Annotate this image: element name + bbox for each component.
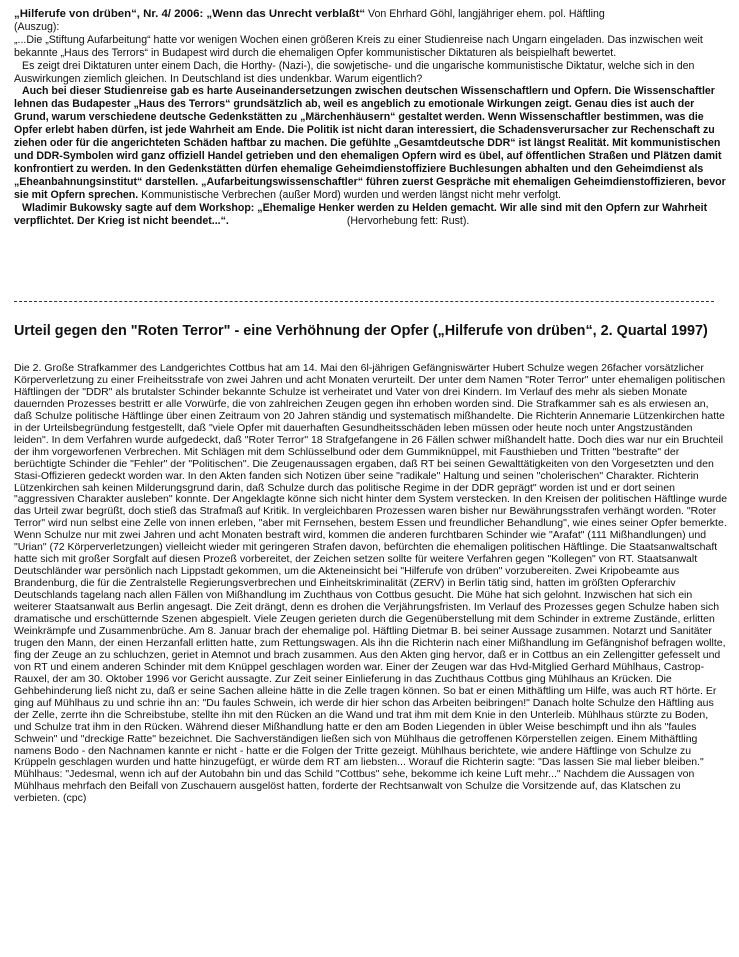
paragraph-4 xyxy=(14,202,726,228)
article-author: Von Ehrhard Göhl, langjähriger ehem. pol. Häftling xyxy=(368,8,605,20)
paragraph-1: „...Die „Stiftung Aufarbeitung“ hatte vor wenigen Wochen einen größeren Kreis zu einer Studienreise nach Ungarn eingeladen. Das inzwischen weit bekannte „Haus des Terrors“ in Budapest wird durch die ehemaligen Opfer kommunistischer Diktaturen als beispielhaft bewertet. xyxy=(14,33,703,59)
article-header xyxy=(14,8,726,21)
emphasis-note: (Hervorhebung fett: Rust). xyxy=(346,214,470,227)
paragraph-3 xyxy=(14,85,726,201)
article-roter-terror xyxy=(14,363,728,805)
article-2-title: Urteil gegen den "Roten Terror" - eine Verhöhnung der Opfer („Hilferufe von drüben“, 2. Quartal 1997) xyxy=(14,323,708,339)
section-divider xyxy=(14,301,714,302)
excerpt-note: (Auszug): xyxy=(14,20,60,33)
paragraph-3-normal: Kommunistische Verbrechen (außer Mord) wurden und werden längst nicht mehr verfolgt. xyxy=(138,188,561,201)
bukowsky-quote: Wladimir Bukowsky sagte auf dem Workshop: „Ehemalige Henker werden zu Helden gemacht. Wir alle sind mit den Opfern zur Wahrheit verpflichtet. Der Krieg ist nicht beendet...“. xyxy=(14,201,708,227)
paragraph-3-bold: Auch bei dieser Studienreise gab es harte Auseinandersetzungen zwischen deutschen Wissenschaftlern und Opfern. Die Wissenschaftler lehnen das Budapester „Haus des Terrors“ grundsätzlich ab, weil es angeblich zu emotionale Wirkungen zeigt. Genau dies ist auch der Grund, warum verschiedene deutsche Gedenkstätten zu „Märchenhäusern“ gestaltet werden. Wenn Wissenschaftler bestimmen, was die Opfer erlebt haben dürfen, ist jede Wahrheit am Ende. Die Politik ist nicht daran interessiert, die Schadensverursacher zur Rechenschaft zu ziehen oder für die angerichteten Schäden haftbar zu machen. Die gefühlte „Gesamtdeutsche DDR“ ist längst Realität. Mit kommunistischen und DDR-Symbolen wird ganz offiziell Handel getrieben und den ehemaligen Opfern wird es übel, auf öffentlichen Straßen und Plätzen damit konfrontiert zu werden. In den Gedenkstätten dürfen ehemalige Geheimdienstoffiziere Buchlesungen abhalten und den Geheimdienst als „Eheanbahnungsinstitut“ darstellen. „Aufarbeitungswissenschaftler“ führen zuerst Gespräche mit ehemaligen Geheimdienstoffizieren, bevor sie mit Opfern sprechen. xyxy=(14,85,726,201)
article-excerpt-hilferufe-2006 xyxy=(14,8,726,227)
article-title: „Hilferufe von drüben“, Nr. 4/ 2006: „Wenn das Unrecht verblaßt“ xyxy=(14,8,366,20)
article-2-body: Die 2. Große Strafkammer des Landgerichtes Cottbus hat am 14. Mai den 6l-jährigen Gefängniswärter Hubert Schulze wegen 26facher vorsätzlicher Körperverletzung zu einer Freiheitsstrafe von zwei Jahren und acht Monaten verurteilt. Der unter dem Namen "Roter Terror" unter ehemaligen politischen Häftlingen der "DDR" als brutalster Schinder bekannte Schulze ist verheiratet und Vater von drei Kindern. Im Verlauf des mehr als sieben Monate dauernden Prozesses bestritt er alle Vorwürfe, die von zahlreichen Zeugen gegen ihn erhoben worden sind. Die Strafkammer sah es als erwiesen an, daß Schulze politische Häftlinge über einen Zeitraum von 20 Jahren ständig und systematisch mißhandelte. Die Richterin Annemarie Lützenkirchen hatte in der Urteilsbegründung festgestellt, daß "viele Opfer mit dauerhaften Gesundheitsschäden leben müssen oder heute noch unter Angstzuständen leiden". In dem Verfahren wurde aufgedeckt, daß "Roter Terror" 18 Strafgefangene in 26 Fällen schwer mißhandelt hatte. Doch dies war nur ein Bruchteil der ihm vorgeworfenen Verbrechen. Mit Schlägen mit dem Schlüsselbund oder dem Gummiknüppel, mit Fausthieben und Tritten "bestrafte" der berüchtigte Schinder die "Fehler" der "Politischen". Die Zeugenaussagen ergaben, daß RT bei seinen Gewalttätigkeiten von den Vorgesetzten und den Stasi-Offizieren gedeckt worden war. In den Akten fanden sich Notizen über seine "radikale" Haltung und seinen "cholerischen" Charakter. Richterin Lützenkirchen sah keinen Milderungsgrund darin, daß Schulze durch das politische Regime in der DDR geprägt" worden ist und er dort seinen "aggressiven Charakter ausleben" konnte. Der Angeklagte könne sich nicht hinter dem System verstecken. In den Kreisen der politischen Häftlinge wurde das Urteil zwar begrüßt, doch stieß das Strafmaß auf Kritik. In vergleichbaren Prozessen waren bisher nur Bewährungsstrafen verhängt worden. "Roter Terror" wird nun selbst eine Zelle von innen erleben, "aber mit Fernsehen, bestem Essen und freundlicher Behandlung", wie eines seiner Opfer bemerkte. Wenn Schulze nur mit zwei Jahren und acht Monaten bestraft wird, kommen die anderen furchtbaren Schinder wie "Arafat" (111 Mißhandlungen) und "Urian" (72 Körperverletzungen) vielleicht wieder mit geringeren Strafen davon, befürchten die ehemaligen politischen Häftlinge. Die Staatsanwaltschaft hatte sich mit großer Sorgfalt auf diesen Prozeß vorbereitet, der Zeichen setzen sollte für weitere Verfahren gegen "Kollegen" von RT. Staatsanwalt Deutschländer war persönlich nach Lippstadt gekommen, um die Akteneinsicht bei "Hilferufe von drüben" vorzubereiten. Zwei Kripobeamte aus Brandenburg, die für die Zentralstelle Regierungsverbrechen und Einheitskriminalität (ZERV) in Berlin tätig sind, hatten im größten Opferarchiv Deutschlands tagelang nach allen Fällen von Mißhandlung im Zuchthaus von Cottbus gesucht. Die Mühe hat sich gelohnt. Inzwischen hat sich ein weiterer Staatsanwalt aus Berlin angesagt. Die Zeit drängt, denn es drohen die Verjährungsfristen. Im Verlauf des Prozesses gegen Schulze haben sich dramatische und erschütternde Szenen abgespielt. Viele Zeugen gerieten durch die Gegenüberstellung mit dem Schinder in extreme Zustände, erlitten Weinkrämpfe und Zusammenbrüche. Am 8. Januar brach der ehemalige pol. Häftling Dietmar B. bei seiner Aussage zusammen. Notarzt und Sanitäter trugen den Mann, der einen Herzanfall erlitten hatte, zum Rettungswagen. Als ihn die Richterin nach einer Mißhandlung im Gefängnishof befragen wollte, fing der Zeuge an zu schluchzen, geriet in Atemnot und brach zusammen. Aus den Akten ging hervor, daß er in Cottbus an ein Zellengitter gefesselt und von RT und einem anderen Schinder mit dem Knüppel geschlagen worden war. Einer der Zeugen war das Hvd-Mitglied Gerhard Mühlhaus, Castrop-Rauxel, der am 30. Oktober 1996 vor Gericht aussagte. Zur Zeit seiner Einlieferung in das Zuchthaus Cottbus ging Mühlhaus an Krücken. Die Gehbehinderung ließ nicht zu, daß er seine Sachen alleine hätte in die Zelle tragen können. So bat er einen Mithäftling um Hilfe, was auch RT hörte. Er ging auf Mühlhaus zu und schrie ihn an: "Du faules Schwein, ich werde dir hier schon das Arbeiten beibringen!" Danach holte Schulze den Häftling aus der Zelle, zerrte ihn die Schreibstube, stellte ihn mit den Rücken an die Wand und trat ihm mit dem Knie in den Unterleib. Mühlhaus stürzte zu Boden, und Schulze trat ihm in den Rücken. Während dieser Mißhandlung hatte er den am Boden Liegenden in übler Weise beschimpft und ihn als "faules Schwein" und "dreckige Ratte" bezeichnet. Die Sachverständigen ließen sich von Mühlhaus die getroffenen Körperstellen zeigen. Einem Mithäftling namens Bodo - den Nachnamen kannte er nicht - hatte er die Folgen der Tritte gezeigt. Mühlhaus berichtete, wie andere Häftlinge von Schulze zu Krüppeln geschlagen wurden und hatte hinzugefügt, er würde dem RT am liebsten... Worauf die Richterin sagte: "Das lassen Sie mal lieber bleiben." Mühlhaus: "Jedesmal, wenn ich auf der Autobahn bin und das Schild "Cottbus" sehe, bekomme ich keine Luft mehr..." Nachdem die Aussagen von Mühlhaus mehrfach den Beifall von Zuschauern ausgelöst hatten, forderte der Rechtsanwalt von Schulze die Vorsitzende auf, das Klatschen zu verbieten. (cpc) xyxy=(14,362,728,805)
paragraph-2: Es zeigt drei Diktaturen unter einem Dach, die Horthy- (Nazi-), die sowjetische- und die ungarische kommunistische Diktatur, welche sich in den Auswirkungen ziemlich gleichen. In Deutschland ist dies undenkbar. Warum eigentlich? xyxy=(14,59,695,85)
